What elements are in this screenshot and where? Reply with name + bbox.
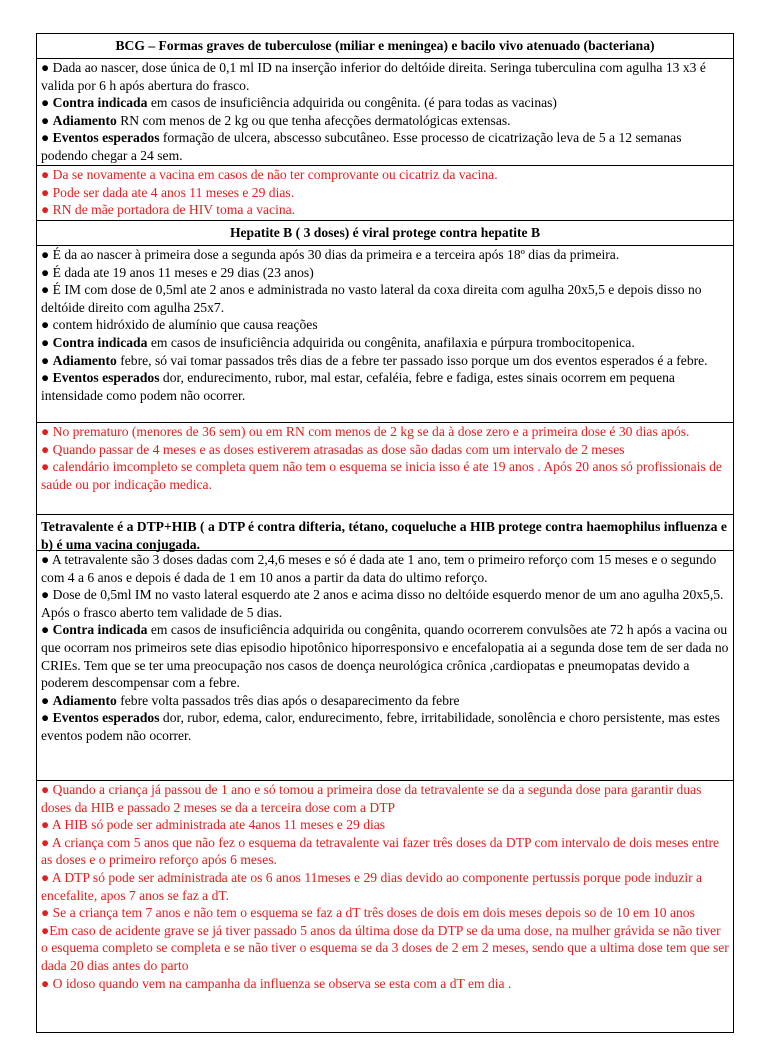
- info-item: [41, 586, 729, 621]
- note-item: [41, 423, 729, 441]
- bullet-icon: ●: [41, 905, 50, 921]
- info-text: dor, endurecimento, rubor, mal estar, cefaléia, febre e fadiga, estes sinais ocorrem em pequena intensidade como podem não ocorrer.: [41, 370, 675, 403]
- info-item: [41, 281, 729, 316]
- note-item: [41, 781, 729, 816]
- bullet-icon: ●: [41, 317, 50, 333]
- bullet-icon: ●: [41, 130, 50, 146]
- note-item: [41, 458, 729, 493]
- note-text: A criança com 5 anos que não fez o esquema da tetravalente vai fazer três doses da DTP com intervalo de dois meses entre as doses e o primeiro reforço após 6 meses.: [41, 834, 720, 868]
- note-text: RN de mãe portadora de HIV toma a vacina.: [52, 202, 296, 218]
- info-label: Eventos esperados: [52, 710, 160, 726]
- bullet-icon: ●: [41, 352, 50, 368]
- bullet-icon: ●: [41, 184, 50, 200]
- info-label: Eventos esperados: [52, 130, 160, 146]
- note-text: Quando passar de 4 meses e as doses estiverem atrasadas as dose são dadas com um intervalo de 2 meses: [52, 441, 625, 457]
- info-item: [41, 621, 729, 691]
- info-item: [41, 709, 729, 744]
- note-text: A HIB só pode ser administrada ate 4anos 11 meses e 29 dias: [51, 817, 386, 833]
- note-text: Se a criança tem 7 anos e não tem o esquema se faz a dT três doses de dois em dois meses depois so de 10 em 10 anos: [52, 905, 695, 921]
- bullet-icon: ●: [41, 922, 50, 938]
- note-text: O idoso quando vem na campanha da influenza se observa se esta com a dT em dia .: [52, 975, 512, 991]
- info-text: formação de ulcera, abscesso subcutâneo. Esse processo de cicatrização leva de 5 a 12 semanas podendo chegar a 24 sem.: [41, 130, 682, 163]
- bullet-icon: ●: [41, 817, 50, 833]
- info-text: Dose de 0,5ml IM no vasto lateral esquerdo ate 2 anos e acima disso no deltóide esquerdo menor de um ano agulha 20x5,5. Após o frasco aberto tem validade de 5 dias.: [41, 587, 724, 620]
- info-item: [41, 334, 729, 352]
- info-text: febre volta passados três dias após o desaparecimento da febre: [116, 692, 460, 708]
- bullet-icon: ●: [41, 167, 50, 182]
- note-item: [41, 922, 729, 975]
- bullet-icon: ●: [41, 834, 50, 850]
- section-notes: [37, 423, 733, 515]
- section-title: BCG – Formas graves de tuberculose (miliar e meningea) e bacilo vivo atenuado (bacteriana): [37, 34, 733, 59]
- info-item: [41, 129, 729, 164]
- bullet-icon: ●: [41, 370, 50, 386]
- info-label: Contra indicada: [52, 622, 148, 638]
- section-title: Hepatite B ( 3 doses) é viral protege contra hepatite B: [37, 221, 733, 246]
- bullet-icon: ●: [41, 60, 50, 75]
- info-item: [41, 352, 729, 370]
- note-text: Em caso de acidente grave se já tiver passado 5 anos da última dose da DTP se da uma dose, na mulher grávida se não tiver o esquema completo se completa e se não tiver o esquema se da 3 doses de 2 em 2 meses, sendo que a ultima dose tem que ser dada 20 dias antes do parto: [41, 922, 729, 973]
- note-text: Pode ser dada ate 4 anos 11 meses e 29 dias.: [52, 184, 295, 200]
- bullet-icon: ●: [41, 622, 50, 638]
- note-item: [41, 816, 729, 834]
- info-item: [41, 551, 729, 586]
- bullet-icon: ●: [41, 552, 50, 567]
- info-text: febre, só vai tomar passados três dias de a febre ter passado isso porque um dos eventos esperados é a febre.: [116, 352, 708, 368]
- note-text: A DTP só pode ser administrada ate os 6 anos 11meses e 29 dias devido ao componente pertussis porque pode induzir a encefalite, apos 7 anos se faz a dT.: [41, 869, 703, 903]
- bullet-icon: ●: [41, 869, 50, 885]
- bullet-icon: ●: [41, 459, 50, 475]
- info-text: É dada ate 19 anos 11 meses e 29 dias (23 anos): [52, 264, 314, 280]
- info-text: RN com menos de 2 kg ou que tenha afecções dermatológicas extensas.: [116, 112, 511, 128]
- info-label: Adiamento: [52, 112, 117, 128]
- bullet-icon: ●: [41, 202, 50, 218]
- bullet-icon: ●: [41, 112, 50, 128]
- info-text: em casos de insuficiência adquirida ou congênita, quando ocorrerem convulsões ate 72 h após a vacina ou que ocorram nos primeiros sete dias episodio hipotônico hiporresponsivo e encefalopatia ai a segunda dose tem de ser dada no CRIEs. Tem que se ter uma preocupação nos casos de doença neurológica crônica ,cardiopatas e pneumopatas devido a poderem descompensar com a febre.: [41, 622, 729, 691]
- note-item: [41, 834, 729, 869]
- note-item: [41, 201, 729, 219]
- info-text: em casos de insuficiência adquirida ou congênita. (é para todas as vacinas): [147, 95, 557, 111]
- bullet-icon: ●: [41, 424, 50, 439]
- note-item: [41, 166, 729, 184]
- info-item: [41, 59, 729, 94]
- note-text: calendário imcompleto se completa quem não tem o esquema se inicia isso é ate 19 anos . Após 20 anos só profissionais de saúde ou por indicação medica.: [41, 459, 722, 492]
- note-item: [41, 184, 729, 202]
- section-info: [37, 246, 733, 423]
- bullet-icon: ●: [41, 282, 50, 298]
- note-text: Quando a criança já passou de 1 ano e só tomou a primeira dose da tetravalente se da a segunda dose para garantir duas doses da HIB e passado 2 meses se da a terceira dose com a DTP: [41, 782, 702, 815]
- info-text: dor, rubor, edema, calor, endurecimento, febre, irritabilidade, sonolência e choro persistente, mas estes eventos podem não ocorrer.: [41, 710, 720, 743]
- info-item: [41, 316, 729, 334]
- info-text: contem hidróxido de alumínio que causa reações: [52, 317, 318, 333]
- bullet-icon: ●: [41, 264, 50, 280]
- info-label: Adiamento: [52, 692, 117, 708]
- note-item: [41, 441, 729, 459]
- note-item: [41, 869, 729, 904]
- info-text: Dada ao nascer, dose única de 0,1 ml ID na inserção inferior do deltóide direita. Seringa tuberculina com agulha 13 x3 é valida por 6 h após abertura do frasco.: [41, 60, 706, 93]
- bullet-icon: ●: [41, 710, 50, 726]
- bullet-icon: ●: [41, 587, 50, 603]
- section-notes: [37, 166, 733, 221]
- info-text: A tetravalente são 3 doses dadas com 2,4,6 meses e só é dada ate 1 ano, tem o primeiro reforço com 15 meses e o segundo com 4 a 6 anos e depois é dada de 1 em 10 anos a partir da data do ultimo reforço.: [41, 552, 717, 585]
- info-text: É da ao nascer à primeira dose a segunda após 30 dias da primeira e a terceira após 18º dias da primeira.: [52, 247, 620, 262]
- info-item: [41, 264, 729, 282]
- info-item: [41, 94, 729, 112]
- bullet-icon: ●: [41, 975, 50, 991]
- info-item: [41, 369, 729, 404]
- info-text: em casos de insuficiência adquirida ou congênita, anafilaxia e púrpura trombocitopenica.: [147, 334, 635, 350]
- note-text: Da se novamente a vacina em casos de não ter comprovante ou cicatriz da vacina.: [52, 167, 498, 182]
- info-label: Adiamento: [52, 352, 117, 368]
- section-info: [37, 59, 733, 166]
- info-item: [41, 692, 729, 710]
- info-item: [41, 112, 729, 130]
- note-text: No prematuro (menores de 36 sem) ou em RN com menos de 2 kg se da à dose zero e a primeira dose é 30 dias após.: [52, 424, 690, 439]
- bullet-icon: ●: [41, 95, 50, 111]
- section-info: [37, 551, 733, 781]
- section-title: Tetravalente é a DTP+HIB ( a DTP é contra difteria, tétano, coqueluche a HIB protege contra haemophilus influenza e b) é uma vacina conjugada.: [37, 515, 733, 551]
- bullet-icon: ●: [41, 334, 50, 350]
- info-label: Contra indicada: [52, 334, 148, 350]
- info-label: Contra indicada: [52, 95, 148, 111]
- bullet-icon: ●: [41, 247, 50, 262]
- info-text: É IM com dose de 0,5ml ate 2 anos e administrada no vasto lateral da coxa direita com agulha 20x5,5 e depois disso no deltóide direito com agulha 25x7.: [41, 282, 702, 315]
- bullet-icon: ●: [41, 692, 50, 708]
- bullet-icon: ●: [41, 782, 50, 797]
- vaccine-table: [36, 33, 734, 1033]
- info-label: Eventos esperados: [52, 370, 160, 386]
- info-item: [41, 246, 729, 264]
- section-notes: [37, 781, 733, 1045]
- note-item: [41, 975, 729, 993]
- bullet-icon: ●: [41, 441, 50, 457]
- note-item: [41, 904, 729, 922]
